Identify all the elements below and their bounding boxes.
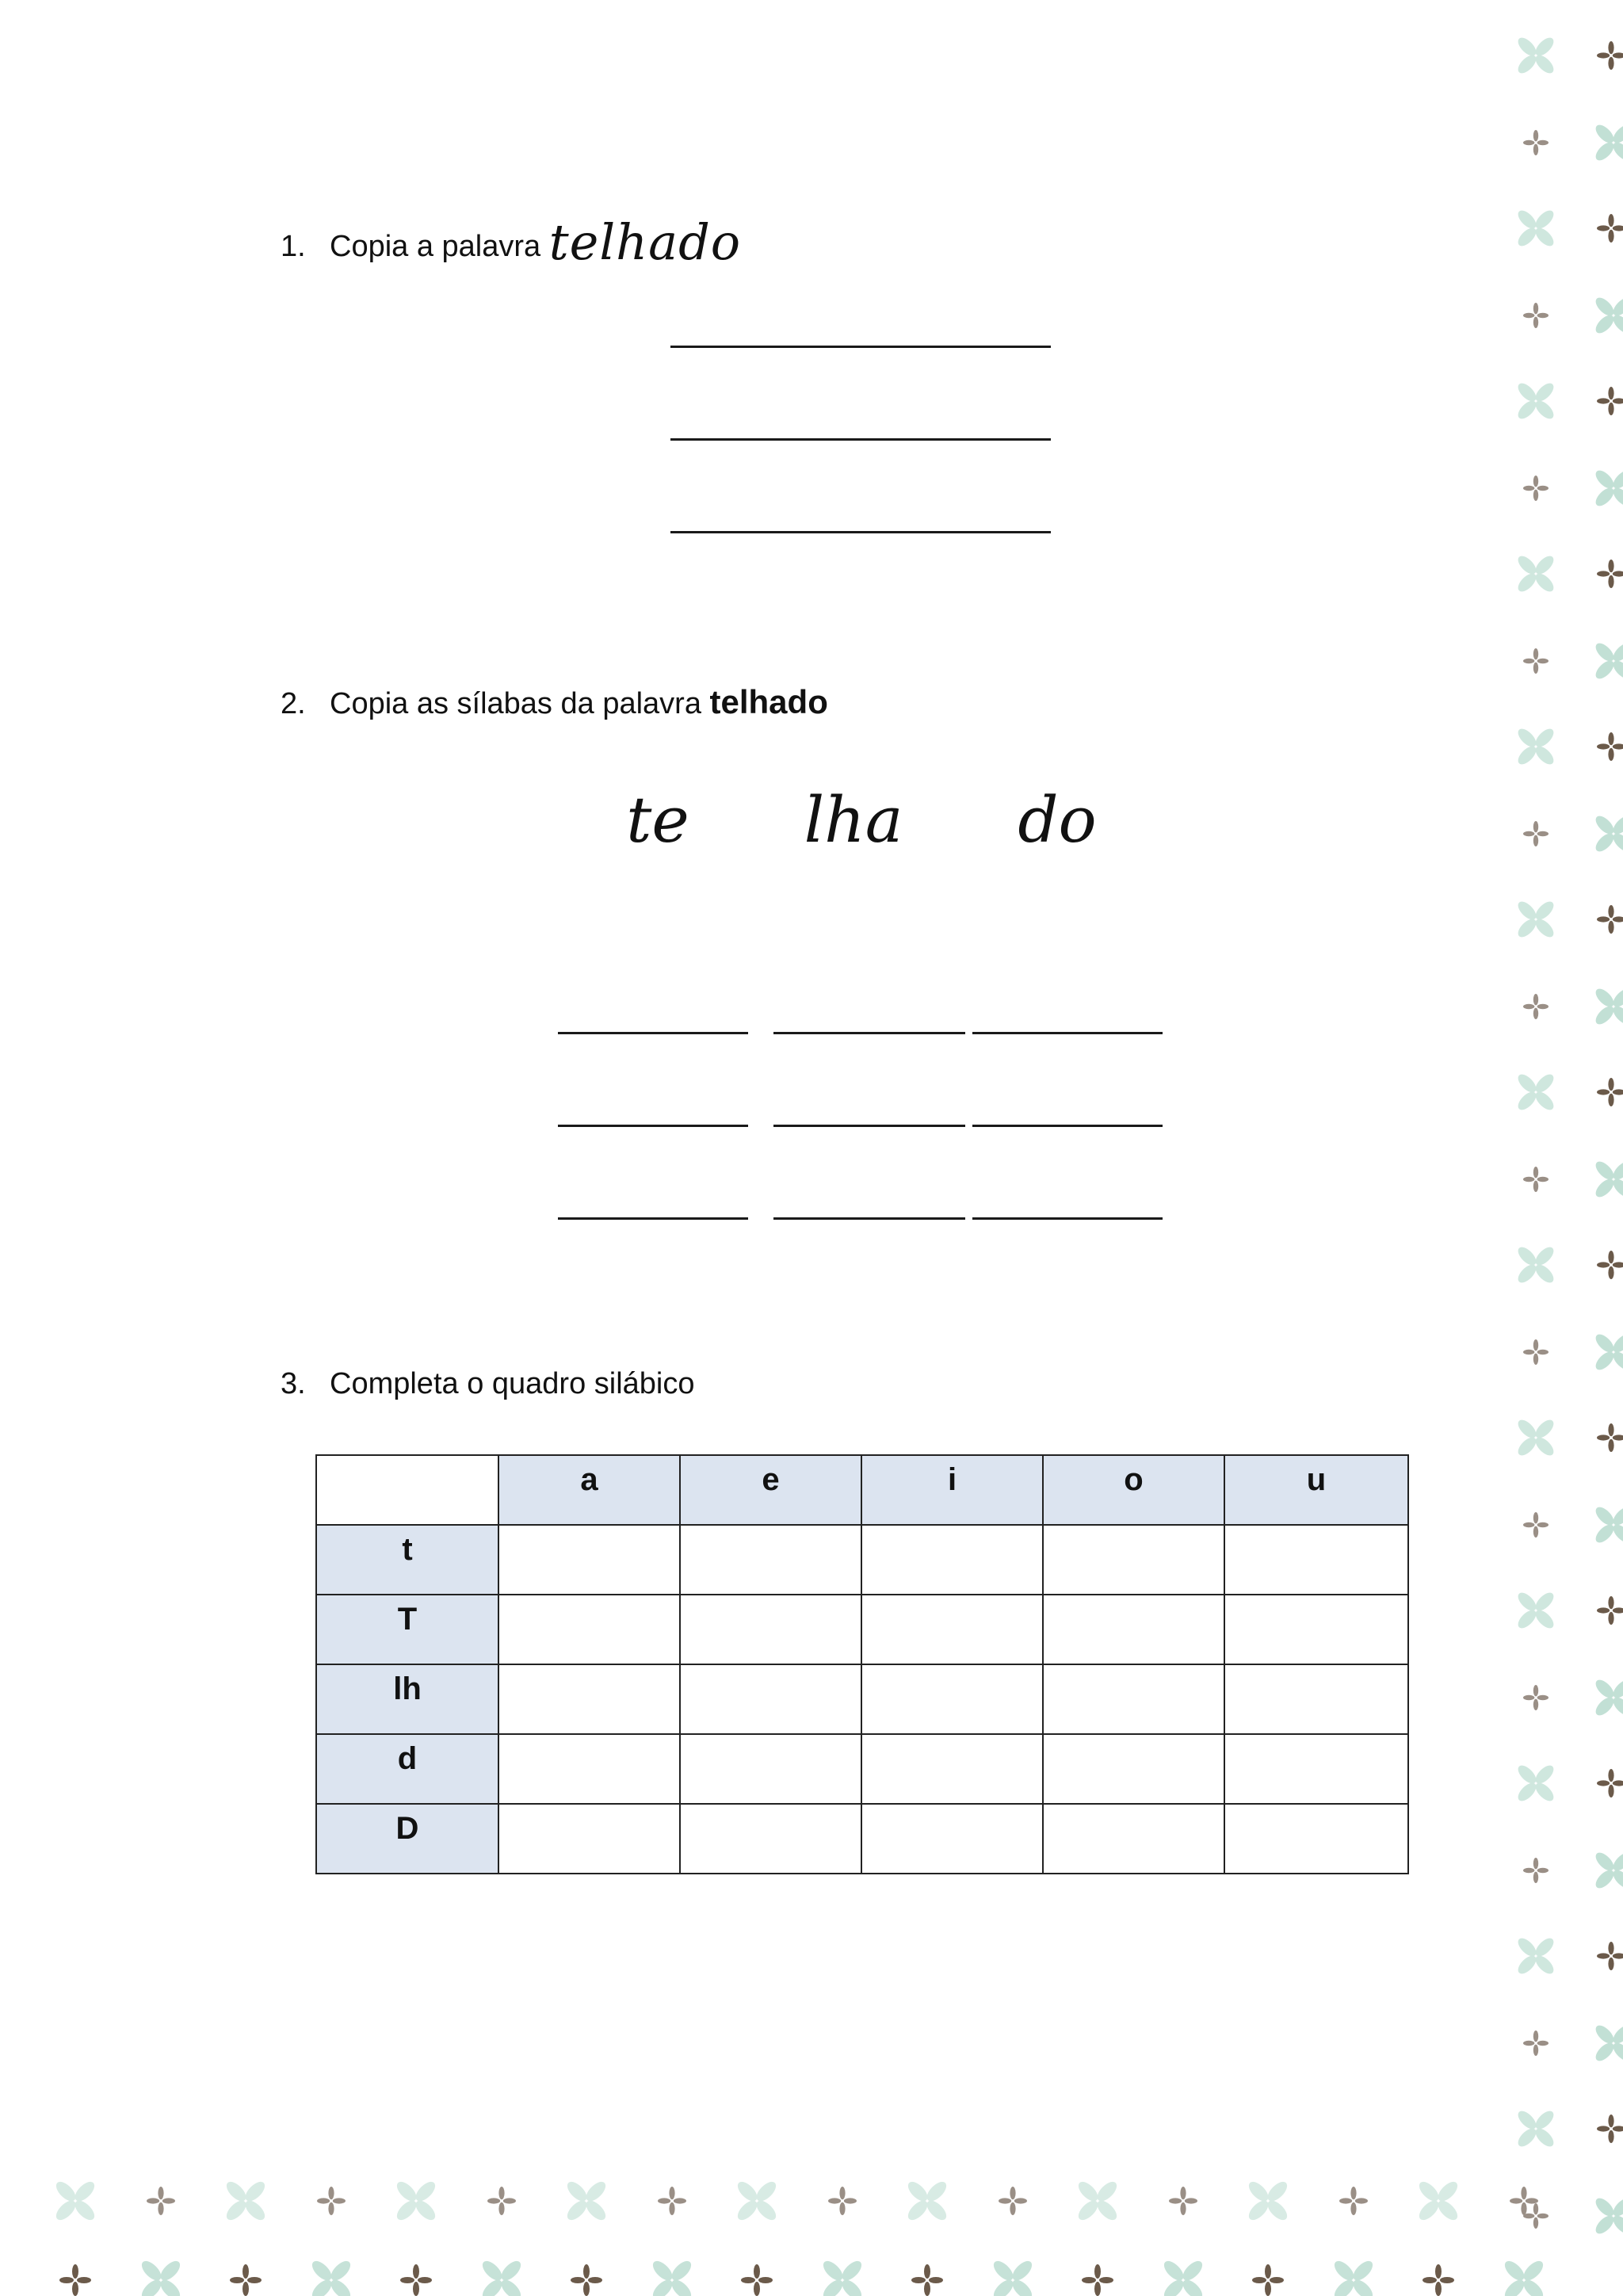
clover-ornament <box>139 2258 184 2296</box>
syllable-te: te <box>626 783 689 857</box>
vowel-header: a <box>498 1455 680 1525</box>
sparkle-ornament <box>1597 1251 1623 1279</box>
table-row <box>316 1525 1408 1595</box>
question-1 <box>281 213 742 271</box>
syllable-writing-line[interactable] <box>773 1032 965 1034</box>
table-row <box>316 1595 1408 1664</box>
clover-ornament <box>1515 208 1557 250</box>
table-row <box>316 1804 1408 1874</box>
question-1-word: telhado <box>548 213 742 271</box>
sparkle-ornament <box>1523 476 1549 501</box>
sparkle-ornament <box>1510 2187 1538 2215</box>
clover-ornament <box>1593 1850 1623 1892</box>
question-2 <box>281 683 828 723</box>
writing-line[interactable] <box>670 438 1051 441</box>
answer-cell[interactable] <box>498 1595 680 1664</box>
sparkle-ornament <box>1523 994 1549 1019</box>
syllable-writing-line[interactable] <box>558 1125 748 1127</box>
sparkle-ornament <box>1423 2264 1454 2296</box>
vowel-header: i <box>861 1455 1043 1525</box>
clover-ornament <box>1331 2258 1377 2296</box>
clover-ornament <box>820 2258 865 2296</box>
sparkle-ornament <box>1597 1423 1623 1452</box>
consonant-header: t <box>316 1525 498 1595</box>
sparkle-ornament <box>400 2264 432 2296</box>
sparkle-ornament <box>828 2187 857 2215</box>
answer-cell[interactable] <box>1224 1734 1408 1804</box>
question-2-number: 2. <box>281 687 306 720</box>
consonant-header: T <box>316 1595 498 1664</box>
syllable-lha: lha <box>804 783 903 857</box>
sparkle-ornament <box>1597 387 1623 415</box>
clover-ornament <box>1593 813 1623 855</box>
sparkle-ornament <box>1523 1167 1549 1192</box>
answer-cell[interactable] <box>498 1734 680 1804</box>
question-3 <box>281 1365 695 1403</box>
sparkle-ornament <box>1523 821 1549 846</box>
clover-ornament <box>309 2258 354 2296</box>
syllable-do: do <box>1018 783 1097 857</box>
sparkle-ornament <box>1169 2187 1197 2215</box>
sparkle-ornament <box>911 2264 943 2296</box>
sparkle-ornament <box>1597 1078 1623 1106</box>
answer-cell[interactable] <box>861 1664 1043 1734</box>
clover-ornament <box>1593 468 1623 510</box>
answer-cell[interactable] <box>1224 1804 1408 1874</box>
clover-ornament <box>1161 2258 1206 2296</box>
clover-ornament <box>1593 1677 1623 1719</box>
clover-ornament <box>1515 726 1557 768</box>
clover-ornament <box>1515 899 1557 941</box>
consonant-header: lh <box>316 1664 498 1734</box>
question-2-word: telhado <box>709 683 828 720</box>
answer-cell[interactable] <box>680 1804 861 1874</box>
answer-cell[interactable] <box>498 1664 680 1734</box>
sparkle-ornament <box>1597 214 1623 243</box>
clover-ornament <box>1593 2023 1623 2065</box>
answer-cell[interactable] <box>1043 1664 1224 1734</box>
clover-ornament <box>1593 1159 1623 1201</box>
sparkle-ornament <box>1523 1858 1549 1883</box>
clover-ornament <box>735 2179 780 2224</box>
table-header-row <box>316 1455 1408 1525</box>
clover-ornament <box>1515 1417 1557 1459</box>
answer-cell[interactable] <box>680 1595 861 1664</box>
syllable-writing-line[interactable] <box>558 1217 748 1220</box>
vowel-header: o <box>1043 1455 1224 1525</box>
answer-cell[interactable] <box>861 1734 1043 1804</box>
sparkle-ornament <box>147 2187 175 2215</box>
clover-ornament <box>394 2179 439 2224</box>
sparkle-ornament <box>1597 905 1623 934</box>
clover-ornament <box>1515 1763 1557 1805</box>
answer-cell[interactable] <box>498 1525 680 1595</box>
sparkle-ornament <box>1082 2264 1113 2296</box>
sparkle-ornament <box>1597 560 1623 588</box>
clover-ornament <box>1515 553 1557 595</box>
sparkle-ornament <box>1252 2264 1284 2296</box>
clover-ornament <box>1515 380 1557 422</box>
answer-cell[interactable] <box>1043 1595 1224 1664</box>
sparkle-ornament <box>999 2187 1027 2215</box>
clover-ornament <box>1246 2179 1291 2224</box>
clover-ornament <box>1515 1590 1557 1632</box>
syllable-writing-line[interactable] <box>972 1125 1163 1127</box>
answer-cell[interactable] <box>680 1664 861 1734</box>
writing-line[interactable] <box>670 346 1051 348</box>
syllable-writing-line[interactable] <box>972 1217 1163 1220</box>
answer-cell[interactable] <box>498 1804 680 1874</box>
syllable-writing-line[interactable] <box>972 1032 1163 1034</box>
answer-cell[interactable] <box>680 1734 861 1804</box>
sparkle-ornament <box>317 2187 346 2215</box>
vowel-header: u <box>1224 1455 1408 1525</box>
sparkle-ornament <box>1523 130 1549 155</box>
table-row <box>316 1734 1408 1804</box>
syllable-writing-line[interactable] <box>773 1125 965 1127</box>
consonant-header: D <box>316 1804 498 1874</box>
answer-cell[interactable] <box>1224 1595 1408 1664</box>
clover-ornament <box>1416 2179 1461 2224</box>
sparkle-ornament <box>571 2264 602 2296</box>
answer-cell[interactable] <box>1043 1525 1224 1595</box>
clover-ornament <box>1593 1504 1623 1546</box>
sparkle-ornament <box>1597 41 1623 70</box>
question-1-number: 1. <box>281 230 306 263</box>
question-3-number: 3. <box>281 1367 306 1400</box>
sparkle-ornament <box>1597 2115 1623 2143</box>
answer-cell[interactable] <box>1224 1664 1408 1734</box>
floral-border-bottom <box>0 2169 1623 2296</box>
question-2-text: Copia as sílabas da palavra <box>330 687 701 720</box>
clover-ornament <box>1515 1244 1557 1286</box>
sparkle-ornament <box>1597 1942 1623 1970</box>
answer-cell[interactable] <box>1224 1525 1408 1595</box>
clover-ornament <box>1593 986 1623 1028</box>
clover-ornament <box>905 2179 950 2224</box>
sparkle-ornament <box>1523 648 1549 674</box>
clover-ornament <box>650 2258 695 2296</box>
syllable-table <box>315 1454 1409 1874</box>
answer-cell[interactable] <box>1043 1734 1224 1804</box>
clover-ornament <box>1593 122 1623 164</box>
sparkle-ornament <box>1523 1339 1549 1365</box>
sparkle-ornament <box>1523 2030 1549 2056</box>
clover-ornament <box>1515 1935 1557 1977</box>
sparkle-ornament <box>1523 303 1549 328</box>
table-corner-cell <box>316 1455 498 1525</box>
sparkle-ornament <box>658 2187 686 2215</box>
sparkle-ornament <box>741 2264 773 2296</box>
sparkle-ornament <box>59 2264 91 2296</box>
consonant-header: d <box>316 1734 498 1804</box>
syllable-writing-line[interactable] <box>558 1032 748 1034</box>
clover-ornament <box>991 2258 1036 2296</box>
answer-cell[interactable] <box>861 1525 1043 1595</box>
answer-cell[interactable] <box>861 1804 1043 1874</box>
clover-ornament <box>1502 2258 1547 2296</box>
clover-ornament <box>1515 2108 1557 2150</box>
question-1-text: Copia a palavra <box>330 230 541 263</box>
clover-ornament <box>1593 295 1623 337</box>
clover-ornament <box>1515 35 1557 77</box>
sparkle-ornament <box>230 2264 262 2296</box>
sparkle-ornament <box>1597 1769 1623 1797</box>
clover-ornament <box>1075 2179 1121 2224</box>
table-row <box>316 1664 1408 1734</box>
clover-ornament <box>53 2179 98 2224</box>
writing-line[interactable] <box>670 531 1051 533</box>
question-3-text: Completa o quadro silábico <box>330 1367 695 1400</box>
sparkle-ornament <box>1597 732 1623 761</box>
sparkle-ornament <box>1523 1512 1549 1538</box>
syllable-writing-line[interactable] <box>773 1217 965 1220</box>
sparkle-ornament <box>1523 1685 1549 1710</box>
clover-ornament <box>223 2179 269 2224</box>
answer-cell[interactable] <box>680 1525 861 1595</box>
sparkle-ornament <box>1339 2187 1368 2215</box>
clover-ornament <box>564 2179 609 2224</box>
vowel-header: e <box>680 1455 861 1525</box>
clover-ornament <box>1593 1331 1623 1373</box>
clover-ornament <box>1515 1072 1557 1114</box>
clover-ornament <box>1593 640 1623 682</box>
answer-cell[interactable] <box>861 1595 1043 1664</box>
sparkle-ornament <box>487 2187 516 2215</box>
floral-border-right <box>1496 0 1623 2296</box>
answer-cell[interactable] <box>1043 1804 1224 1874</box>
clover-ornament <box>479 2258 525 2296</box>
sparkle-ornament <box>1597 1596 1623 1625</box>
